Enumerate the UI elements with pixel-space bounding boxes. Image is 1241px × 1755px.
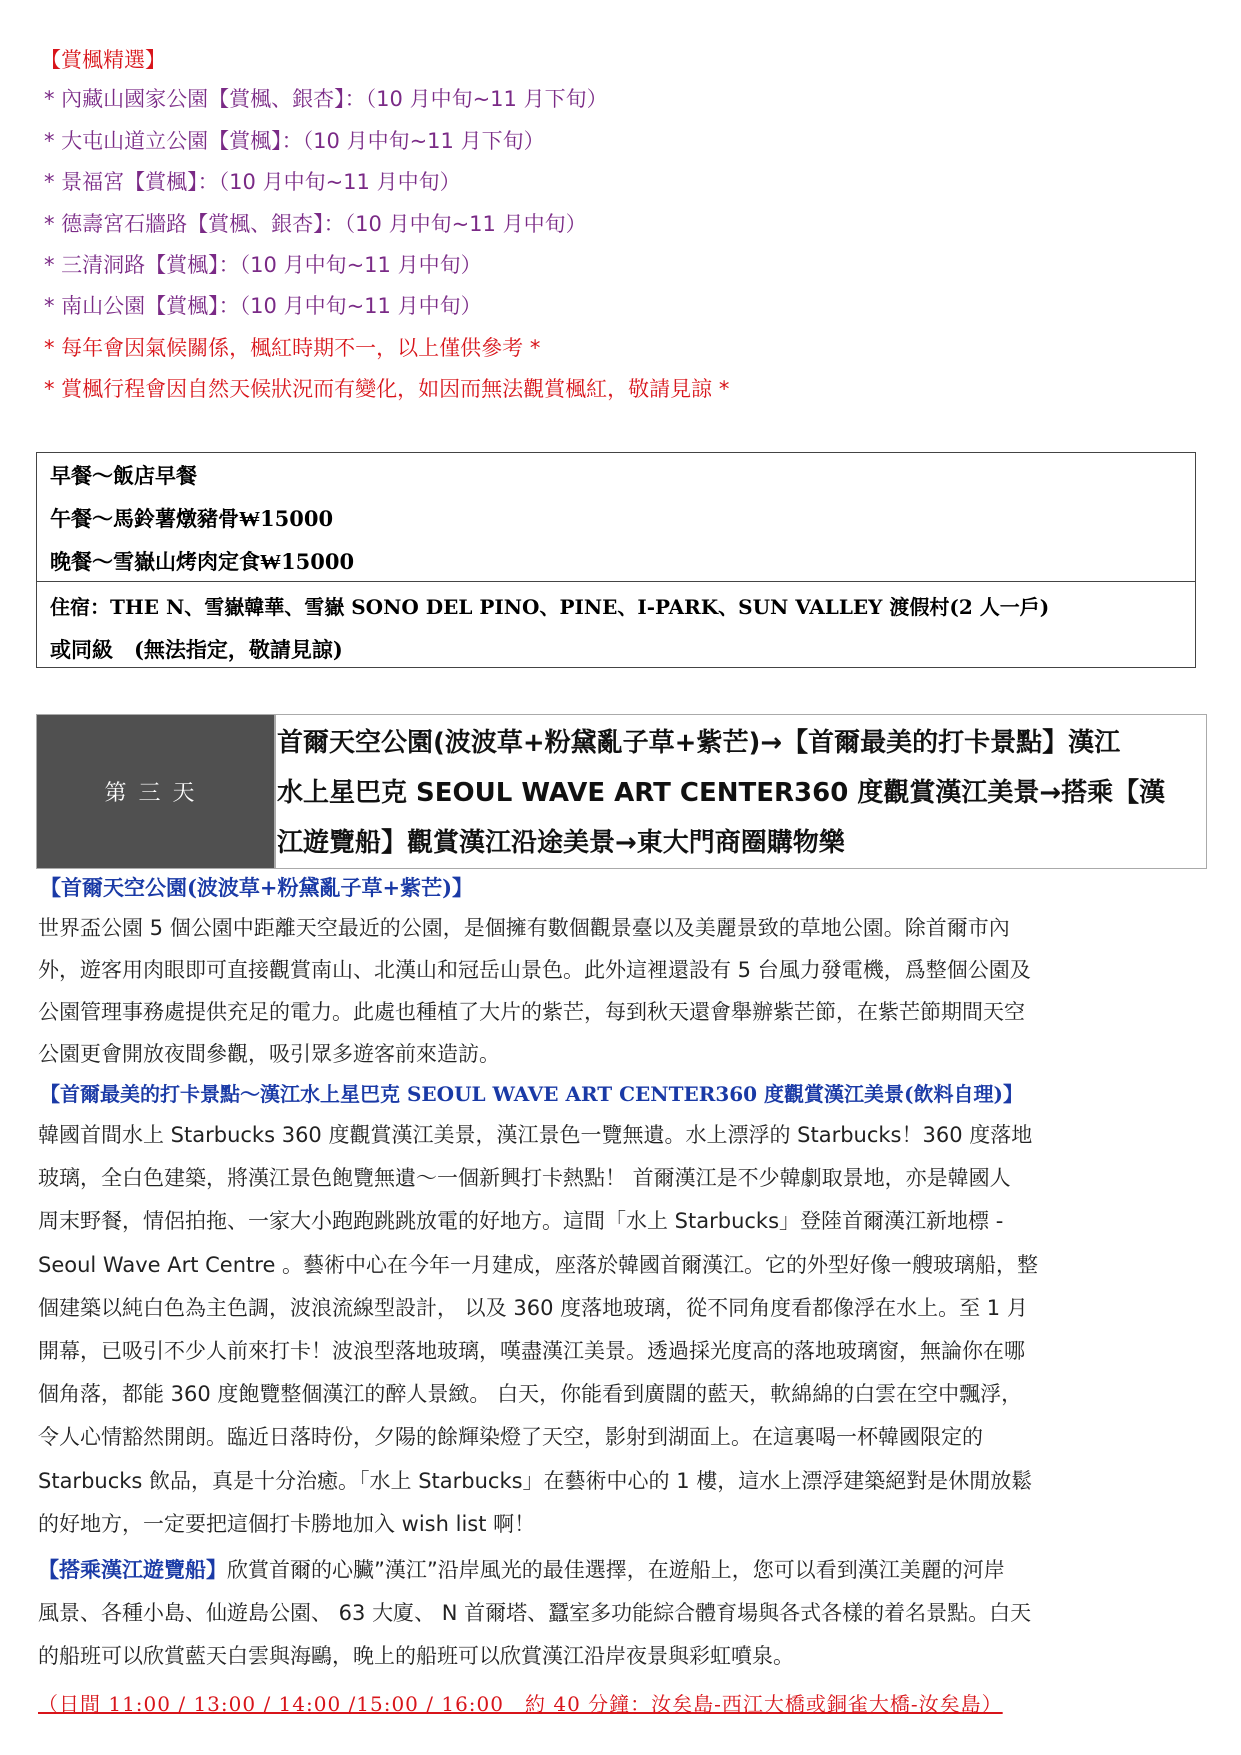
maple-note: * 每年會因氣候關係，楓紅時期不一，以上僅供參考 *: [44, 336, 541, 360]
starbucks-paragraph-line: 個角落，都能 360 度飽覽整個漢江的醉人景緻。 白天，你能看到廣闊的藍天，軟綿綿的白雲在空中飄浮，: [38, 1382, 1023, 1406]
route-line: 江遊覽船】觀賞漢江沿途美景→東大門商圈購物樂: [277, 828, 845, 858]
starbucks-paragraph-line: Starbucks 飲品，真是十分治癒。「水上 Starbucks」在藝術中心的 1 樓，這水上漂浮建築絕對是休閒放鬆: [38, 1469, 1033, 1493]
maple-item: * 大屯山道立公園【賞楓】：（10 月中旬~11 月下旬）: [44, 129, 545, 153]
maple-note: * 賞楓行程會因自然天候狀況而有變化，如因而無法觀賞楓紅，敬請見諒 *: [44, 377, 730, 401]
sky-park-paragraph-line: 公園管理事務處提供充足的電力。此處也種植了大片的紫芒，每到秋天還會舉辦紫芒節，在紫芒節期間天空: [38, 1000, 1025, 1024]
breakfast-text: 早餐～飯店早餐: [50, 463, 197, 488]
route-line: 首爾天空公園(波波草+粉黛亂子草+紫芒)→【首爾最美的打卡景點】漢江: [277, 728, 1121, 758]
meals-table-divider: [36, 581, 1196, 582]
starbucks-paragraph-line: 開幕，已吸引不少人前來打卡！波浪型落地玻璃，嘆盡漢江美景。透過採光度高的落地玻璃窗，無論你在哪: [38, 1339, 1025, 1363]
sky-park-paragraph-line: 世界盃公園 5 個公園中距離天空最近的公園，是個擁有數個觀景臺以及美麗景致的草地公園。除首爾市內: [38, 916, 1010, 940]
starbucks-paragraph-line: 周末野餐，情侶拍拖、一家大小跑跑跳跳放電的好地方。這間「水上 Starbucks」登陸首爾漢江新地標 -: [38, 1209, 1004, 1233]
starbucks-paragraph-line: 令人心情豁然開朗。臨近日落時份，夕陽的餘輝染燈了天空，影射到湖面上。在這裏喝一杯韓國限定的: [38, 1425, 983, 1449]
lodging-text: 住宿：THE N、雪嶽韓華、雪嶽 SONO DEL PINO、PINE、I-PARK、SUN VALLEY 渡假村(2 人一戶): [50, 595, 1050, 619]
starbucks-paragraph-line: Seoul Wave Art Centre 。藝術中心在今年一月建成，座落於韓國首爾漢江。它的外型好像一艘玻璃船，整: [38, 1253, 1039, 1277]
cruise-paragraph-line: 風景、各種小島、仙遊島公園、 63 大廈、 N 首爾塔、蠶室多功能綜合體育場與各式各樣的着名景點。白天: [38, 1601, 1032, 1625]
sky-park-title: 【首爾天空公園(波波草+粉黛亂子草+紫芒)】: [40, 875, 474, 900]
cruise-first-line: 欣賞首爾的心臟”漢江”沿岸風光的最佳選擇，在遊船上，您可以看到漢江美麗的河岸: [227, 1558, 1005, 1582]
cruise-paragraph-line: 的船班可以欣賞藍天白雲與海鷗，晚上的船班可以欣賞漢江沿岸夜景與彩虹噴泉。: [38, 1644, 794, 1668]
starbucks-title: 【首爾最美的打卡景點～漢江水上星巴克 SEOUL WAVE ART CENTER360 度觀賞漢江美景(飲料自理)】: [40, 1082, 1023, 1106]
day-label: 第三天: [36, 714, 275, 869]
lunch-text: 午餐～馬鈴薯燉豬骨₩15000: [50, 506, 334, 531]
maple-item: * 內藏山國家公園【賞楓、銀杏】：（10 月中旬~11 月下旬）: [44, 87, 608, 111]
lodging-note: 或同級 (無法指定，敬請見諒): [50, 637, 343, 662]
cruise-title: 【搭乘漢江遊覽船】: [38, 1558, 227, 1582]
maple-item: * 南山公園【賞楓】：（10 月中旬~11 月中旬）: [44, 294, 482, 318]
cruise-paragraph-line: [38, 1554, 1005, 1584]
dinner-text: 晚餐～雪嶽山烤肉定食₩15000: [50, 549, 355, 574]
cruise-schedule: （日間 11:00 / 13:00 / 14:00 /15:00 / 16:00 約 40 分鐘：汝矣島-西江大橋或銅雀大橋-汝矣島）: [38, 1692, 1003, 1716]
starbucks-paragraph-line: 玻璃，全白色建築，將漢江景色飽覽無遺～一個新興打卡熱點！ 首爾漢江是不少韓劇取景地，亦是韓國人: [38, 1166, 1011, 1190]
maple-item: * 德壽宮石牆路【賞楓、銀杏】：（10 月中旬~11 月中旬）: [44, 212, 587, 236]
route-line: 水上星巴克 SEOUL WAVE ART CENTER360 度觀賞漢江美景→搭乘【漢: [277, 778, 1166, 808]
starbucks-paragraph-line: 韓國首間水上 Starbucks 360 度觀賞漢江美景，漢江景色一覽無遺。水上漂浮的 Starbucks！360 度落地: [38, 1123, 1033, 1147]
starbucks-paragraph-line: 個建築以純白色為主色調，波浪流線型設計， 以及 360 度落地玻璃，從不同角度看都像浮在水上。至 1 月: [38, 1296, 1028, 1320]
starbucks-paragraph-line: 的好地方，一定要把這個打卡勝地加入 wish list 啊！: [38, 1512, 536, 1536]
sky-park-paragraph-line: 公園更會開放夜間參觀，吸引眾多遊客前來造訪。: [38, 1042, 500, 1066]
sky-park-paragraph-line: 外，遊客用肉眼即可直接觀賞南山、北漢山和冠岳山景色。此外這裡還設有 5 台風力發電機，爲整個公園及: [38, 958, 1031, 982]
maple-item: * 景福宮【賞楓】：（10 月中旬~11 月中旬）: [44, 170, 461, 194]
maple-item: * 三清洞路【賞楓】：（10 月中旬~11 月中旬）: [44, 253, 482, 277]
maple-section-title: 【賞楓精選】: [40, 48, 166, 72]
